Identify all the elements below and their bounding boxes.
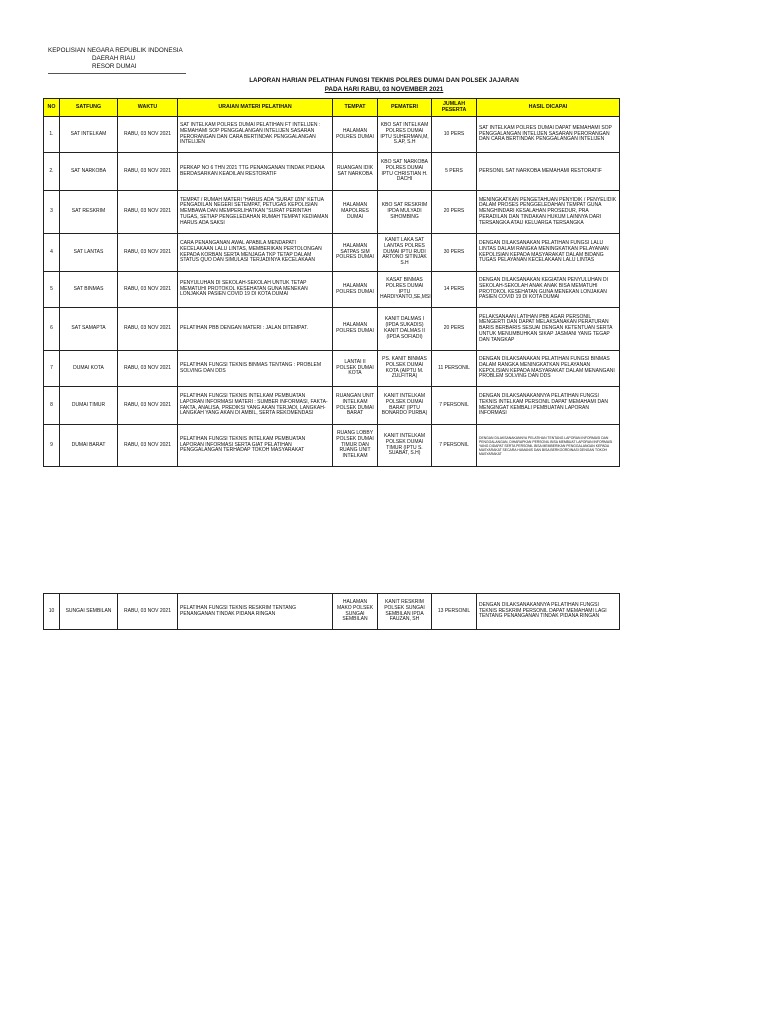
cell-waktu: RABU, 03 NOV 2021 bbox=[118, 153, 178, 191]
cell-tempat: HALAMAN MAKO POLSEK SUNGAI SEMBILAN bbox=[333, 594, 378, 630]
table-row bbox=[44, 117, 620, 153]
report-table-continued bbox=[43, 593, 620, 630]
cell-satfung: SAT BINMAS bbox=[60, 272, 118, 308]
cell-waktu: RABU, 03 NOV 2021 bbox=[118, 117, 178, 153]
cell-satfung: SUNGAI SEMBILAN bbox=[60, 594, 118, 630]
cell-waktu: RABU, 03 NOV 2021 bbox=[118, 425, 178, 467]
cell-uraian: PERKAP NO 6 THN 2021 TTG PENANGANAN TINDAK PIDANA BERDASARKAN KEADILAN RESTORATIF bbox=[178, 153, 333, 191]
header-hasil: HASIL DICAPAI bbox=[477, 99, 620, 117]
cell-satfung: SAT RESKRIM bbox=[60, 191, 118, 234]
header-no: NO bbox=[44, 99, 60, 117]
cell-no: 5 bbox=[44, 272, 60, 308]
cell-waktu: RABU, 03 NOV 2021 bbox=[118, 594, 178, 630]
header-satfung: SATFUNG bbox=[60, 99, 118, 117]
letterhead bbox=[48, 47, 186, 74]
cell-waktu: RABU, 03 NOV 2021 bbox=[118, 191, 178, 234]
cell-hasil: PERSONIL SAT NARKOBA MEMAHAMI RESTORATIF bbox=[477, 153, 620, 191]
table-row bbox=[44, 234, 620, 272]
cell-uraian: CARA PENANGANAN AWAL APABILA MENDAPATI KECELAKAAN LALU LINTAS, MEMBERIKAN PERTOLONGAN KEPADA KORBAN SERTA MENJAGA TKP TETAP DALAM STATUS QUO DAN SIMULASI TERJADINYA KECELAKAAN bbox=[178, 234, 333, 272]
cell-hasil: DENGAN DILAKSANAKAN PELATIHAN FUNGSI LALU LINTAS DALAM RANGKA MENINGKATKAN PELAYANAN KEPOLISIAN KEPADA MASYARAKAT DALAM BIDANG TUGAS PELAYANAN KECELAKAAN LALU LINTAS bbox=[477, 234, 620, 272]
cell-waktu: RABU, 03 NOV 2021 bbox=[118, 351, 178, 387]
table-row bbox=[44, 153, 620, 191]
table-row bbox=[44, 594, 620, 630]
cell-no: 9 bbox=[44, 425, 60, 467]
table-row bbox=[44, 308, 620, 351]
cell-jumlah: 20 PERS bbox=[432, 308, 477, 351]
header-uraian: URAIAN MATERI PELATIHAN bbox=[178, 99, 333, 117]
cell-no: 1. bbox=[44, 117, 60, 153]
cell-jumlah: 30 PERS bbox=[432, 234, 477, 272]
cell-pemateri: KBO SAT NARKOBA POLRES DUMAI IPTU CHRISTIAN H. DACHI bbox=[378, 153, 432, 191]
cell-hasil: DENGAN DILAKSANAKANNYA PELATIHAN FUNGSI TEKNIS INTELKAM PERSONIL DAPAT MEMAHAMI DAN MENGINGAT KEMBALI PEMBUATAN LAPORAN INFORMASI bbox=[477, 387, 620, 425]
cell-satfung: DUMAI KOTA bbox=[60, 351, 118, 387]
cell-jumlah: 7 PERSONIL bbox=[432, 425, 477, 467]
cell-no: 3 bbox=[44, 191, 60, 234]
cell-no: 6 bbox=[44, 308, 60, 351]
cell-uraian: SAT INTELKAM POLRES DUMAI PELATIHAN FT INTELIJEN : MEMAHAMI SOP PENGGALANGAN INTELIJEN SASARAN PERORANGAN DAN CARA BERTINDAK PENGGALANGAN INTELIJEN bbox=[178, 117, 333, 153]
cell-waktu: RABU, 03 NOV 2021 bbox=[118, 387, 178, 425]
cell-no: 8 bbox=[44, 387, 60, 425]
cell-tempat: RUANGAN UNIT INTELKAM POLSEK DUMAI BARAT bbox=[333, 387, 378, 425]
cell-no: 2. bbox=[44, 153, 60, 191]
cell-pemateri: KANIT INTELKAM POLSEK DUMAI TIMUR (IPTU S. SUABAT, S.H) bbox=[378, 425, 432, 467]
cell-uraian: PENYULUHAN DI SEKOLAH-SEKOLAH UNTUK TETAP MEMATUHI PROTOKOL KESEHATAN GUNA MENEKAN LONJAKAN PASIEN COVID 19 DI KOTA DUMAI bbox=[178, 272, 333, 308]
letterhead-line-2: DAERAH RIAU bbox=[92, 55, 136, 62]
report-table bbox=[43, 98, 620, 467]
cell-hasil: PELAKSANAAN LATIHAN PBB AGAR PERSONIL MENGERTI DAN DAPAT MELAKSANAKAN PERATURAN BARIS BERBARIS SESUAI DENGAN KETENTUAN SERTA UNTUK MENUMBUHKAN SIKAP JASMANI YANG TEGAP DAN TANGKAP bbox=[477, 308, 620, 351]
cell-waktu: RABU, 03 NOV 2021 bbox=[118, 234, 178, 272]
cell-satfung: SAT SAMAPTA bbox=[60, 308, 118, 351]
cell-jumlah: 5 PERS bbox=[432, 153, 477, 191]
cell-hasil: SAT INTELKAM POLRES DUMAI DAPAT MEMAHAMI SOP PENGGALANGAN INTELIJEN SASARAN PERORANGAN DAN CARA BERTINDAK PENGGALANGAN INTELIJEN bbox=[477, 117, 620, 153]
cell-satfung: DUMAI TIMUR bbox=[60, 387, 118, 425]
header-waktu: WAKTU bbox=[118, 99, 178, 117]
cell-pemateri: KANIT RESKRIM POLSEK SUNGAI SEMBILAN IPDA FAUZAN, SH bbox=[378, 594, 432, 630]
cell-satfung: SAT LANTAS bbox=[60, 234, 118, 272]
table-row bbox=[44, 425, 620, 467]
cell-tempat: HALAMAN POLRES DUMAI bbox=[333, 272, 378, 308]
cell-pemateri: KBO SAT RESKRIM IPDA MULYADI SIHOMBING bbox=[378, 191, 432, 234]
cell-tempat: RUANG LOBBY POLSEK DUMAI TIMUR DAN RUANG UNIT INTELKAM bbox=[333, 425, 378, 467]
cell-no: 4 bbox=[44, 234, 60, 272]
cell-pemateri: KANIT LAKA SAT LANTAS POLRES DUMAI IPTU RUDI ARTONO SITINJAK S.H bbox=[378, 234, 432, 272]
cell-uraian: PELATIHAN FUNGSI TEKNIS BINMAS TENTANG : PROBLEM SOLVING DAN DDS bbox=[178, 351, 333, 387]
cell-jumlah: 7 PERSONIL bbox=[432, 387, 477, 425]
table-row bbox=[44, 387, 620, 425]
cell-uraian: PELATIHAN FUNGSI TEKNIS RESKRIM TENTANG PENANGANAN TINDAK PIDANA RINGAN bbox=[178, 594, 333, 630]
cell-tempat: RUANGAN IDIK SAT NARKOBA bbox=[333, 153, 378, 191]
cell-tempat: HALAMAN POLRES DUMAI bbox=[333, 117, 378, 153]
header-tempat: TEMPAT bbox=[333, 99, 378, 117]
cell-jumlah: 11 PERSONIL bbox=[432, 351, 477, 387]
cell-satfung: DUMAI BARAT bbox=[60, 425, 118, 467]
cell-hasil: DENGAN DILAKSANAKANNYA PELATIHAN FUNGSI TEKNIS RESKRIM PERSONIL DAPAT MEMAHAMI LAGI TENTANG PENANGANAN TINDAK PIDANA RINGAN bbox=[477, 594, 620, 630]
cell-satfung: SAT INTELKAM bbox=[60, 117, 118, 153]
cell-tempat: HALAMAN POLRES DUMAI bbox=[333, 308, 378, 351]
cell-hasil: DENGAN DILAKSANAKAN PELATIHAN FUNGSI BINMAS DALAM RANGKA MENINGKATKAN PELAYANAN KEPOLISIAN KEPADA MASYARAKAT DALAM MENANGANI PROBLEM SOLVING DAN DDS bbox=[477, 351, 620, 387]
cell-pemateri: KBO SAT INTELKAM POLRES DUMAI IPTU SUHERMAN,M, S.AP, S.H bbox=[378, 117, 432, 153]
cell-pemateri: PS. KANIT BINMAS POLSEK DUMAI KOTA (AIPTU M. ZULFITRA) bbox=[378, 351, 432, 387]
table-row bbox=[44, 351, 620, 387]
cell-uraian: PELATIHAN FUNGSI TEKNIS INTELKAM PEMBUATAN LAPORAN INFORMASI MATERI : SUMBER INFORMASI, FAKTA-FAKTA, ANALISA, PREDIKSI YANG AKAN TERJADI, LANGKAH-LANGKAH YANG AKAN DI AMBIL, SERTA REKOMENDASI bbox=[178, 387, 333, 425]
letterhead-line-1: KEPOLISIAN NEGARA REPUBLIK INDONESIA bbox=[48, 47, 183, 54]
cell-satfung: SAT NARKOBA bbox=[60, 153, 118, 191]
cell-pemateri: KASAT BINMAS POLRES DUMAI IPTU HARDIYANTO,SE,MSI bbox=[378, 272, 432, 308]
table-row bbox=[44, 272, 620, 308]
header-jumlah: JUMLAH PESERTA bbox=[432, 99, 477, 117]
cell-hasil: DENGAN DILAKSANAKANNYA PELATIHAN TENTANG LAPORAN INFORMASI DAN PENGGALANGAN, DIHARAPKAN PERSONIL BISA MEMBUAT LAPORAN INFORMASI YANG DIDAPAT SERTA PERSONIL BISA MEMBERIKAN PENGGALANGAN KEPADA MASYARAKAT SECARA HUMANIS DAN BISA BERKOORDINASI DENGAN TOKOH MASYARAKAT bbox=[477, 425, 620, 467]
cell-jumlah: 20 PERS bbox=[432, 191, 477, 234]
table-header-row bbox=[44, 99, 620, 117]
cell-jumlah: 10 PERS bbox=[432, 117, 477, 153]
header-pemateri: PEMATERI bbox=[378, 99, 432, 117]
letterhead-line-3: RESOR DUMAI bbox=[92, 63, 137, 70]
cell-pemateri: KANIT DALMAS I (IPDA SUKADIS) KANIT DALMAS II (IPDA SOFIADI) bbox=[378, 308, 432, 351]
cell-hasil: DENGAN DILAKSANAKAN KEGIATAN PENYULUHAN DI SEKOLAH-SEKOLAH ANAK ANAK BISA MEMATUHI PROTOKOL KESEHATAN GUNA MENEKAN LONJAKAN PASIEN COVID 19 DI KOTA DUMAI bbox=[477, 272, 620, 308]
cell-tempat: HALAMAN MAPOLRES DUMAI bbox=[333, 191, 378, 234]
cell-uraian: PELATIHAN PBB DENGAN MATERI : JALAN DITEMPAT. bbox=[178, 308, 333, 351]
cell-waktu: RABU, 03 NOV 2021 bbox=[118, 308, 178, 351]
letterhead-rule bbox=[48, 73, 186, 74]
report-title: LAPORAN HARIAN PELATIHAN FUNGSI TEKNIS POLRES DUMAI DAN POLSEK JAJARAN bbox=[249, 77, 519, 84]
cell-tempat: HALAMAN SATPAS SIM POLRES DUMAI bbox=[333, 234, 378, 272]
table-row bbox=[44, 191, 620, 234]
cell-jumlah: 14 PERS bbox=[432, 272, 477, 308]
cell-no: 10 bbox=[44, 594, 60, 630]
cell-jumlah: 13 PERSONIL bbox=[432, 594, 477, 630]
cell-pemateri: KANIT INTELKAM POLSEK DUMAI BARAT (IPTU BONARDO PURBA) bbox=[378, 387, 432, 425]
cell-no: 7 bbox=[44, 351, 60, 387]
cell-waktu: RABU, 03 NOV 2021 bbox=[118, 272, 178, 308]
cell-tempat: LANTAI II POLSEK DUMAI KOTA bbox=[333, 351, 378, 387]
cell-uraian: PELATIHAN FUNGSI TEKNIS INTELKAM PEMBUATAN LAPORAN INFORMASI SERTA GIAT PELATIHAN PENGGALANGAN TERHADAP TOKOH MASYARAKAT bbox=[178, 425, 333, 467]
cell-hasil: MENINGKATKAN PENGETAHUAN PENYIDIK / PENYELIDIK DALAM PROSES PENGGELEDAHAN TEMPAT GUNA MENGHINDARI KESALAHAN PROSEDUR, PRA PERADILAN DAN TINDAKAN HUKUM LAINNYA DARI TERSANGKA ATAU KELUARGA TERSANGKA bbox=[477, 191, 620, 234]
report-subtitle: PADA HARI RABU, 03 NOVEMBER 2021 bbox=[324, 86, 444, 93]
cell-uraian: TEMPAT / RUMAH MATERI "HARUS ADA "SURAT IZIN" KETUA PENGADILAN NEGERI SETEMPAT, PETUGAS KEPOLISIAN MEMBAWA DAN MEMPERLIHATKAN "SURAT PERINTAH TUGAS, SETIAP PENGELEDAHAN RUMAH TEMPAT KEDIAMAN HARUS ADA SAKSI bbox=[178, 191, 333, 234]
